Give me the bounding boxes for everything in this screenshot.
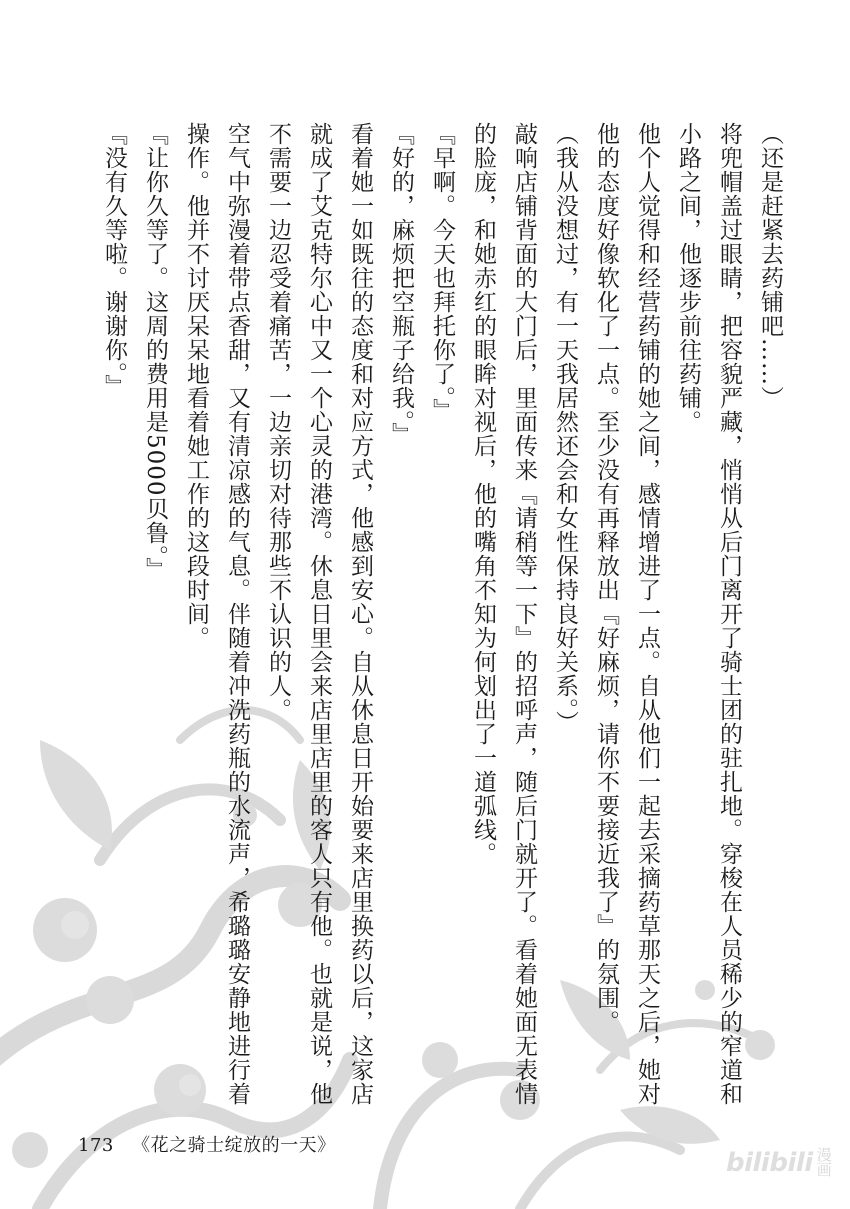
paragraph-1: （还是赶紧去药铺吧……） (757, 122, 783, 410)
paragraph-4: （我从没想过，有一天我居然还会和女性保持良好关系。） (552, 122, 578, 735)
paragraph-7: 『好的，麻烦把空瓶子给我。』 (388, 122, 414, 447)
paragraph-3: 他个人觉得和经营药铺的她之间，感情增进了一点。自从他们一起去采摘药草那天之后，她对他的态度好像软化了一点。至少没有再释放出『好麻烦，请你不要接近我了』的氛围。 (593, 122, 660, 1106)
book-title: 《花之骑士绽放的一天》 (132, 1135, 336, 1156)
paragraph-10: 『让你久等了。这周的费用是5000贝鲁。』 (142, 122, 168, 582)
page-number: 173 (78, 1135, 114, 1156)
watermark (726, 1148, 833, 1178)
bilibili-logo: bilibili (726, 1148, 813, 1178)
paragraph-9: 空气中弥漫着带点香甜，又有清凉感的气息。伴随着冲洗药瓶的水流声，希璐璐安静地进行着操作。他并不讨厌呆呆地看着她工作的这段时间。 (183, 122, 250, 1106)
page-footer (78, 1131, 336, 1157)
paragraph-2: 将兜帽盖过眼睛，把容貌严藏，悄悄从后门离开了骑士团的驻扎地。穿梭在人员稀少的窄道和小路之间，他逐步前往药铺。 (675, 122, 742, 1106)
paragraph-5: 敲响店铺背面的大门后，里面传来『请稍等一下』的招呼声，随后门就开了。看着她面无表情的脸庞，和她赤红的眼眸对视后，他的嘴角不知为何划出了一道弧线。 (470, 122, 537, 1106)
paragraph-6: 『早啊。今天也拜托你了。』 (429, 122, 455, 423)
paragraph-11: 『没有久等啦。谢谢你。』 (101, 122, 127, 399)
watermark-label: 漫画 (816, 1146, 832, 1179)
vertical-text-block (93, 122, 790, 1122)
paragraph-8: 看着她一如既往的态度和对应方式，他感到安心。自从休息日开始要来店里换药以后，这家店就成了艾克特尔心中又一个心灵的港湾。休息日里会来店里店里的客人只有他。也就是说，他不需要一边忍受着痛苦，一边亲切对待那些不认识的人。 (265, 122, 373, 1106)
